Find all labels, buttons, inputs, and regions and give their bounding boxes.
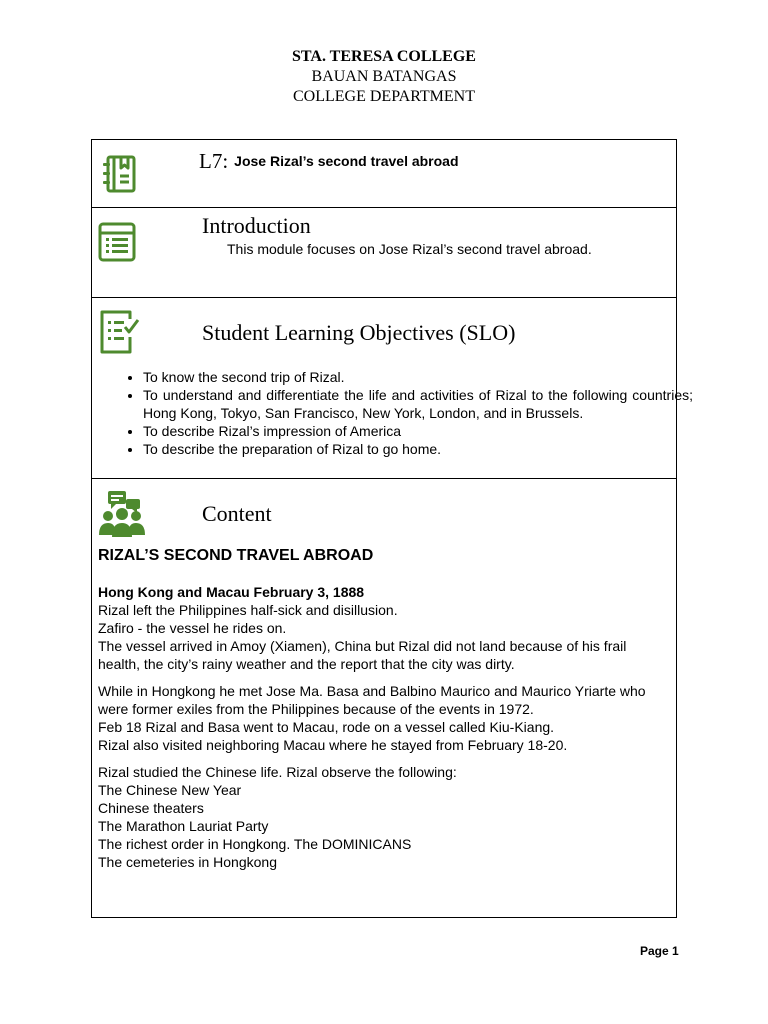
page-number: Page 1 xyxy=(640,944,679,958)
list-item: • To describe the preparation of Rizal to go home. xyxy=(143,440,693,458)
paragraph-line: While in Hongkong he met Jose Ma. Basa and Balbino Maurico and Maurico Yriarte who were former exiles from the Philippines because of the events in 1972. xyxy=(98,683,646,717)
list-item: The richest order in Hongkong. The DOMINICANS xyxy=(98,836,412,852)
slo-title: Student Learning Objectives (SLO) xyxy=(202,320,516,345)
college-department: COLLEGE DEPARTMENT xyxy=(293,88,475,105)
checklist-icon xyxy=(99,309,141,355)
lesson-number: L7: xyxy=(199,149,229,173)
introduction-title: Introduction xyxy=(202,213,311,238)
paragraph-line: The vessel arrived in Amoy (Xiamen), China but Rizal did not land because of his frail health, the city’s rainy weather and the report that the city was dirty. xyxy=(98,638,627,672)
college-location: BAUAN BATANGAS xyxy=(311,68,457,85)
book-icon xyxy=(101,154,137,194)
list-item: • To understand and differentiate the life and activities of Rizal to the following countries; Hong Kong, Tokyo, San Francisco, New York, London, and in Brussels. xyxy=(143,386,693,422)
paragraph-line: Zafiro - the vessel he rides on. xyxy=(98,620,287,636)
paragraph-line: Rizal studied the Chinese life. Rizal observe the following: xyxy=(98,764,457,780)
list-item: • To describe Rizal’s impression of America xyxy=(143,422,693,440)
content-subheading: Hong Kong and Macau February 3, 1888 xyxy=(98,584,365,600)
content-heading: RIZAL’S SECOND TRAVEL ABROAD xyxy=(98,547,374,564)
college-name: STA. TERESA COLLEGE xyxy=(292,48,476,65)
list-item: • To know the second trip of Rizal. xyxy=(143,368,693,386)
introduction-row xyxy=(91,207,677,298)
list-item: The Chinese New Year xyxy=(98,782,242,798)
paragraph-hongkong-visit xyxy=(98,682,668,754)
paragraph-line: Rizal also visited neighboring Macau where he stayed from February 18-20. xyxy=(98,737,568,753)
group-discussion-icon xyxy=(97,489,147,539)
lesson-title xyxy=(199,149,459,174)
introduction-text: This module focuses on Jose Rizal’s second travel abroad. xyxy=(227,241,592,257)
list-item: The Marathon Lauriat Party xyxy=(98,818,269,834)
paragraph-hongkong-macau xyxy=(98,583,668,673)
lesson-name: Jose Rizal’s second travel abroad xyxy=(234,153,459,169)
paragraph-chinese-life xyxy=(98,763,668,871)
slo-list xyxy=(120,368,693,458)
lesson-row xyxy=(91,139,677,208)
content-row xyxy=(91,478,677,918)
list-item: The cemeteries in Hongkong xyxy=(98,854,277,870)
document-list-icon xyxy=(98,222,136,262)
list-item: Chinese theaters xyxy=(98,800,204,816)
document-header xyxy=(0,47,768,107)
content-title: Content xyxy=(202,501,272,526)
paragraph-line: Feb 18 Rizal and Basa went to Macau, rode on a vessel called Kiu-Kiang. xyxy=(98,719,555,735)
paragraph-line: Rizal left the Philippines half-sick and disillusion. xyxy=(98,602,398,618)
slo-row xyxy=(91,297,693,479)
content-body xyxy=(98,547,668,880)
